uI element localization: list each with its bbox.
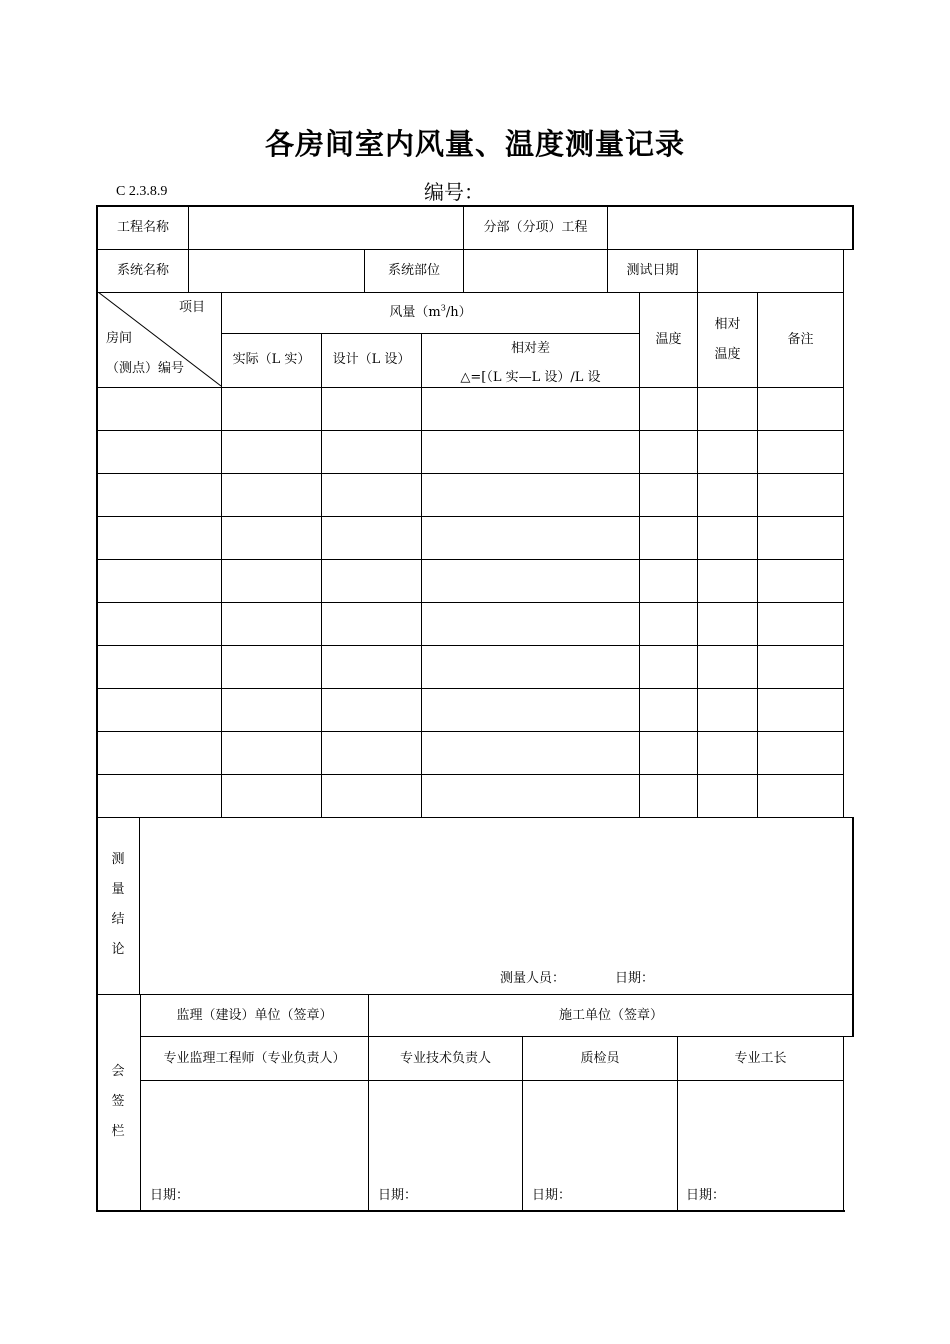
table-cell[interactable]	[423, 389, 638, 429]
conclusion-label: 测 量 结 论	[111, 852, 125, 957]
signoff-date-label: 日期：	[532, 1188, 572, 1203]
table-cell[interactable]	[423, 432, 638, 472]
diagonal-point-label: （测点）编号	[106, 361, 185, 376]
table-cell[interactable]	[323, 475, 420, 515]
grid-line	[221, 333, 639, 334]
grid-line	[321, 333, 322, 817]
table-cell[interactable]	[100, 733, 220, 773]
table-cell[interactable]	[423, 561, 638, 601]
table-cell[interactable]	[323, 690, 420, 730]
relative-diff-formula: △=[（L 实—L 设）/L 设	[460, 370, 601, 385]
subproject-field[interactable]	[609, 209, 851, 247]
grid-line	[139, 817, 140, 994]
table-cell[interactable]	[759, 690, 842, 730]
grid-line	[188, 207, 189, 249]
grid-line	[140, 1080, 844, 1081]
conclusion-field[interactable]	[142, 820, 850, 965]
conclusion-date-label: 日期：	[615, 971, 655, 986]
system-part-label: 系统部位	[387, 263, 440, 278]
grid-line	[697, 249, 698, 292]
table-cell[interactable]	[423, 733, 638, 773]
supervising-engineer-label: 专业监理工程师（专业负责人）	[163, 1051, 346, 1066]
supervising-engineer-signature[interactable]	[142, 1083, 367, 1183]
page-title: 各房间室内风量、温度测量记录	[264, 127, 685, 161]
grid-line	[98, 249, 853, 250]
staff-label: 测量人员：	[500, 971, 566, 986]
system-name-label: 系统名称	[116, 263, 169, 278]
table-cell[interactable]	[223, 518, 320, 558]
table-cell[interactable]	[223, 604, 320, 644]
supervisor-unit-label: 监理（建设）单位（签章）	[176, 1008, 333, 1023]
signoff-date-label: 日期：	[150, 1188, 190, 1203]
table-cell[interactable]	[699, 776, 756, 816]
table-cell[interactable]	[641, 518, 696, 558]
table-cell[interactable]	[699, 647, 756, 687]
form-code: C 2.3.8.9	[116, 184, 168, 199]
table-cell[interactable]	[759, 432, 842, 472]
table-cell[interactable]	[641, 776, 696, 816]
row-separator	[98, 602, 844, 603]
row-separator	[98, 387, 844, 388]
temperature-header: 温度	[655, 332, 682, 347]
row-separator	[98, 645, 844, 646]
frame-right-d	[843, 1036, 844, 1212]
frame-bottom	[96, 1210, 845, 1212]
table-cell[interactable]	[223, 432, 320, 472]
table-cell[interactable]	[323, 733, 420, 773]
project-name-field[interactable]	[190, 209, 462, 247]
table-cell[interactable]	[759, 518, 842, 558]
table-cell[interactable]	[759, 604, 842, 644]
table-cell[interactable]	[100, 389, 220, 429]
table-cell[interactable]	[323, 604, 420, 644]
remark-header: 备注	[787, 332, 814, 347]
project-name-label: 工程名称	[116, 220, 169, 235]
system-name-field[interactable]	[190, 251, 363, 290]
grid-line	[421, 333, 422, 817]
table-cell[interactable]	[699, 690, 756, 730]
relative-temp-header-2: 温度	[714, 347, 741, 362]
diagonal-item-label: 项目	[179, 300, 206, 315]
actual-header: 实际（L 实）	[232, 352, 311, 367]
table-cell[interactable]	[423, 647, 638, 687]
table-cell[interactable]	[699, 604, 756, 644]
table-cell[interactable]	[699, 518, 756, 558]
frame-right-b	[843, 249, 844, 818]
table-cell[interactable]	[641, 647, 696, 687]
table-cell[interactable]	[223, 690, 320, 730]
frame-right-a	[852, 205, 854, 250]
row-separator	[98, 473, 844, 474]
grid-line	[697, 292, 698, 817]
table-cell[interactable]	[100, 561, 220, 601]
signoff-date-label: 日期：	[378, 1188, 418, 1203]
signoff-label: 会 签 栏	[111, 1064, 125, 1139]
table-cell[interactable]	[100, 647, 220, 687]
table-cell[interactable]	[699, 561, 756, 601]
table-cell[interactable]	[100, 518, 220, 558]
frame-top	[96, 205, 854, 207]
row-separator	[98, 430, 844, 431]
table-cell[interactable]	[699, 733, 756, 773]
quality-inspector-label: 质检员	[580, 1051, 620, 1066]
table-cell[interactable]	[223, 561, 320, 601]
grid-line	[757, 292, 758, 817]
table-cell[interactable]	[100, 604, 220, 644]
row-separator	[98, 774, 844, 775]
table-cell[interactable]	[223, 475, 320, 515]
table-cell[interactable]	[423, 604, 638, 644]
frame-right-c	[852, 817, 854, 1037]
table-cell[interactable]	[759, 776, 842, 816]
relative-temp-header-1: 相对	[714, 317, 741, 332]
design-header: 设计（L 设）	[332, 352, 411, 367]
table-cell[interactable]	[759, 389, 842, 429]
serial-number-label: 编号：	[424, 180, 484, 204]
table-cell[interactable]	[641, 475, 696, 515]
grid-line	[98, 994, 854, 995]
relative-diff-header: 相对差	[510, 341, 550, 356]
table-cell[interactable]	[323, 432, 420, 472]
table-cell[interactable]	[699, 475, 756, 515]
table-cell[interactable]	[759, 475, 842, 515]
table-cell[interactable]	[323, 647, 420, 687]
table-cell[interactable]	[641, 733, 696, 773]
table-cell[interactable]	[641, 561, 696, 601]
quality-inspector-signature[interactable]	[524, 1083, 676, 1183]
grid-line	[639, 292, 640, 817]
table-cell[interactable]	[641, 690, 696, 730]
subproject-label: 分部（分项）工程	[483, 220, 588, 235]
table-cell[interactable]	[223, 776, 320, 816]
foreman-label: 专业工长	[734, 1051, 787, 1066]
table-cell[interactable]	[759, 647, 842, 687]
table-cell[interactable]	[423, 518, 638, 558]
table-cell[interactable]	[100, 475, 220, 515]
table-cell[interactable]	[323, 776, 420, 816]
grid-line	[98, 817, 854, 818]
table-cell[interactable]	[323, 518, 420, 558]
table-cell[interactable]	[423, 690, 638, 730]
table-cell[interactable]	[699, 389, 756, 429]
construction-unit-label: 施工单位（签章）	[558, 1008, 663, 1023]
row-separator	[98, 516, 844, 517]
system-part-field[interactable]	[465, 251, 606, 290]
table-cell[interactable]	[423, 776, 638, 816]
table-cell[interactable]	[223, 733, 320, 773]
table-cell[interactable]	[699, 432, 756, 472]
grid-line	[188, 249, 189, 292]
table-cell[interactable]	[223, 647, 320, 687]
diagonal-room-label: 房间	[106, 331, 133, 346]
table-cell[interactable]	[641, 389, 696, 429]
table-cell[interactable]	[759, 561, 842, 601]
table-cell[interactable]	[323, 561, 420, 601]
signoff-date-label: 日期：	[686, 1188, 726, 1203]
grid-line	[368, 994, 369, 1211]
foreman-signature[interactable]	[679, 1083, 842, 1183]
table-cell[interactable]	[641, 432, 696, 472]
tech-lead-label: 专业技术负责人	[399, 1051, 491, 1066]
table-cell[interactable]	[100, 776, 220, 816]
table-cell[interactable]	[759, 733, 842, 773]
row-separator	[98, 688, 844, 689]
table-cell[interactable]	[323, 389, 420, 429]
table-cell[interactable]	[223, 389, 320, 429]
airflow-header: 风量$(m^3/h)$	[389, 303, 472, 320]
row-separator	[98, 559, 844, 560]
grid-line	[140, 1036, 854, 1037]
test-date-field[interactable]	[699, 251, 842, 290]
table-cell[interactable]	[100, 690, 220, 730]
test-date-label: 测试日期	[626, 263, 679, 278]
table-cell[interactable]	[100, 432, 220, 472]
tech-lead-signature[interactable]	[370, 1083, 521, 1183]
grid-line	[140, 994, 141, 1211]
row-separator	[98, 731, 844, 732]
table-cell[interactable]	[423, 475, 638, 515]
table-cell[interactable]	[641, 604, 696, 644]
